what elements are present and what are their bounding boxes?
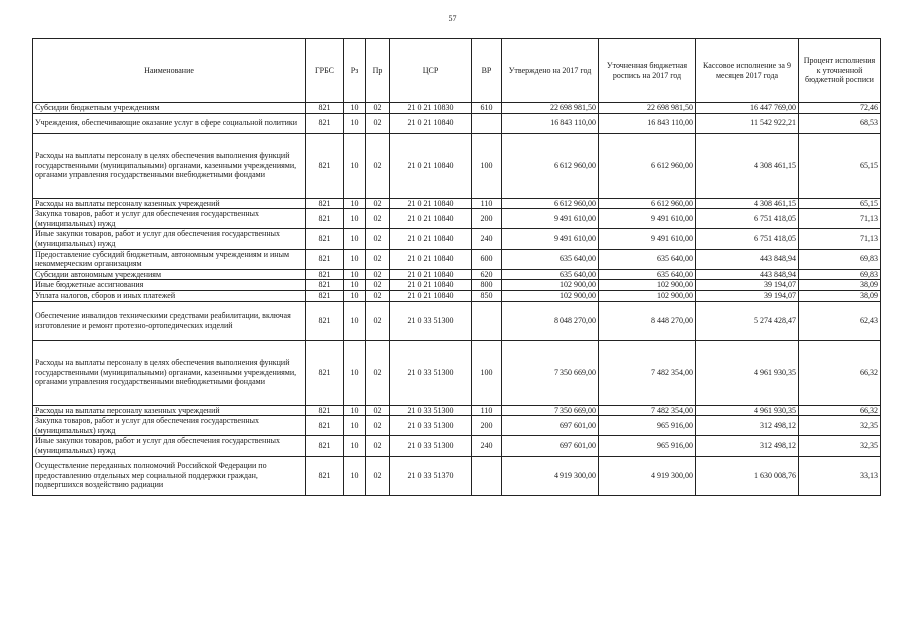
row-rz: 10 [344, 229, 366, 249]
row-grbs: 821 [306, 198, 344, 209]
row-refined: 7 482 354,00 [599, 405, 696, 416]
row-vr: 620 [472, 269, 502, 280]
row-grbs: 821 [306, 416, 344, 436]
row-csr: 21 0 21 10840 [390, 209, 472, 229]
row-name: Расходы на выплаты персоналу казенных учреждений [33, 405, 306, 416]
row-pr: 02 [366, 456, 390, 495]
row-grbs: 821 [306, 456, 344, 495]
row-csr: 21 0 33 51300 [390, 416, 472, 436]
row-vr: 600 [472, 249, 502, 269]
header-approved: Утверждено на 2017 год [502, 39, 599, 103]
row-approved: 16 843 110,00 [502, 113, 599, 133]
row-name: Предоставление субсидий бюджетным, автономным учреждениям и иным некоммерческим организациям [33, 249, 306, 269]
row-vr: 240 [472, 436, 502, 456]
row-pr: 02 [366, 103, 390, 114]
header-grbs: ГРБС [306, 39, 344, 103]
row-rz: 10 [344, 301, 366, 340]
row-vr: 850 [472, 290, 502, 301]
table-row [33, 249, 881, 269]
row-pr: 02 [366, 133, 390, 198]
header-percent: Процент исполнения к уточненной бюджетной росписи [799, 39, 881, 103]
row-percent: 32,35 [799, 436, 881, 456]
row-percent: 38,09 [799, 280, 881, 291]
row-refined: 102 900,00 [599, 280, 696, 291]
row-pr: 02 [366, 301, 390, 340]
row-pr: 02 [366, 198, 390, 209]
row-name: Субсидии автономным учреждениям [33, 269, 306, 280]
row-grbs: 821 [306, 103, 344, 114]
budget-table [32, 38, 881, 496]
table-row [33, 301, 881, 340]
header-name: Наименование [33, 39, 306, 103]
row-vr: 240 [472, 229, 502, 249]
row-pr: 02 [366, 249, 390, 269]
row-vr: 610 [472, 103, 502, 114]
table-row [33, 103, 881, 114]
row-csr: 21 0 33 51300 [390, 340, 472, 405]
row-name: Уплата налогов, сборов и иных платежей [33, 290, 306, 301]
row-csr: 21 0 21 10840 [390, 133, 472, 198]
row-approved: 697 601,00 [502, 436, 599, 456]
row-grbs: 821 [306, 209, 344, 229]
row-rz: 10 [344, 280, 366, 291]
row-name: Субсидии бюджетным учреждениям [33, 103, 306, 114]
row-approved: 9 491 610,00 [502, 209, 599, 229]
row-cash: 1 630 008,76 [696, 456, 799, 495]
row-vr: 110 [472, 198, 502, 209]
row-grbs: 821 [306, 133, 344, 198]
table-row [33, 290, 881, 301]
row-approved: 7 350 669,00 [502, 405, 599, 416]
row-percent: 65,15 [799, 198, 881, 209]
row-csr: 21 0 21 10840 [390, 290, 472, 301]
table-row [33, 436, 881, 456]
table-header-row [33, 39, 881, 103]
row-csr: 21 0 21 10840 [390, 269, 472, 280]
row-cash: 5 274 428,47 [696, 301, 799, 340]
row-pr: 02 [366, 113, 390, 133]
row-approved: 22 698 981,50 [502, 103, 599, 114]
row-percent: 69,83 [799, 269, 881, 280]
row-cash: 11 542 922,21 [696, 113, 799, 133]
row-rz: 10 [344, 416, 366, 436]
row-refined: 635 640,00 [599, 249, 696, 269]
row-csr: 21 0 21 10840 [390, 198, 472, 209]
row-cash: 4 961 930,35 [696, 340, 799, 405]
row-cash: 6 751 418,05 [696, 209, 799, 229]
row-rz: 10 [344, 436, 366, 456]
row-refined: 16 843 110,00 [599, 113, 696, 133]
row-pr: 02 [366, 290, 390, 301]
table-row [33, 456, 881, 495]
header-rz: Рз [344, 39, 366, 103]
row-approved: 4 919 300,00 [502, 456, 599, 495]
row-rz: 10 [344, 198, 366, 209]
row-grbs: 821 [306, 113, 344, 133]
row-name: Расходы на выплаты персоналу казенных учреждений [33, 198, 306, 209]
row-percent: 66,32 [799, 405, 881, 416]
row-cash: 6 751 418,05 [696, 229, 799, 249]
row-approved: 635 640,00 [502, 249, 599, 269]
row-approved: 635 640,00 [502, 269, 599, 280]
header-vr: ВР [472, 39, 502, 103]
row-rz: 10 [344, 456, 366, 495]
table-row [33, 113, 881, 133]
row-cash: 4 308 461,15 [696, 133, 799, 198]
row-name: Закупка товаров, работ и услуг для обеспечения государственных (муниципальных) нужд [33, 416, 306, 436]
row-refined: 6 612 960,00 [599, 133, 696, 198]
row-refined: 8 448 270,00 [599, 301, 696, 340]
table-row [33, 416, 881, 436]
row-name: Расходы на выплаты персоналу в целях обеспечения выполнения функций государственными (муниципальными) органами, казенными учреждениями, органами управления государственными внебюджетными фондами [33, 133, 306, 198]
row-vr [472, 113, 502, 133]
row-percent: 38,09 [799, 290, 881, 301]
row-percent: 71,13 [799, 209, 881, 229]
row-percent: 69,83 [799, 249, 881, 269]
row-approved: 697 601,00 [502, 416, 599, 436]
row-csr: 21 0 33 51300 [390, 301, 472, 340]
row-pr: 02 [366, 209, 390, 229]
row-percent: 33,13 [799, 456, 881, 495]
row-grbs: 821 [306, 340, 344, 405]
row-grbs: 821 [306, 269, 344, 280]
row-refined: 635 640,00 [599, 269, 696, 280]
row-vr: 100 [472, 340, 502, 405]
row-grbs: 821 [306, 280, 344, 291]
row-approved: 6 612 960,00 [502, 198, 599, 209]
row-vr [472, 456, 502, 495]
row-csr: 21 0 21 10840 [390, 113, 472, 133]
row-csr: 21 0 21 10830 [390, 103, 472, 114]
row-vr [472, 301, 502, 340]
header-cash: Кассовое исполнение за 9 месяцев 2017 года [696, 39, 799, 103]
row-name: Иные бюджетные ассигнования [33, 280, 306, 291]
header-csr: ЦСР [390, 39, 472, 103]
row-cash: 39 194,07 [696, 280, 799, 291]
row-csr: 21 0 33 51300 [390, 436, 472, 456]
table-row [33, 269, 881, 280]
row-percent: 72,46 [799, 103, 881, 114]
row-grbs: 821 [306, 436, 344, 456]
row-csr: 21 0 21 10840 [390, 280, 472, 291]
row-cash: 16 447 769,00 [696, 103, 799, 114]
row-grbs: 821 [306, 290, 344, 301]
row-approved: 6 612 960,00 [502, 133, 599, 198]
row-grbs: 821 [306, 405, 344, 416]
row-pr: 02 [366, 405, 390, 416]
row-rz: 10 [344, 405, 366, 416]
row-vr: 200 [472, 209, 502, 229]
row-refined: 9 491 610,00 [599, 209, 696, 229]
row-grbs: 821 [306, 249, 344, 269]
row-cash: 443 848,94 [696, 249, 799, 269]
row-vr: 800 [472, 280, 502, 291]
row-percent: 68,53 [799, 113, 881, 133]
row-refined: 965 916,00 [599, 416, 696, 436]
row-rz: 10 [344, 249, 366, 269]
row-refined: 6 612 960,00 [599, 198, 696, 209]
row-percent: 62,43 [799, 301, 881, 340]
table-row [33, 229, 881, 249]
row-percent: 32,35 [799, 416, 881, 436]
table-row [33, 209, 881, 229]
header-pr: Пр [366, 39, 390, 103]
row-rz: 10 [344, 113, 366, 133]
row-pr: 02 [366, 280, 390, 291]
row-vr: 110 [472, 405, 502, 416]
row-refined: 9 491 610,00 [599, 229, 696, 249]
row-cash: 443 848,94 [696, 269, 799, 280]
row-rz: 10 [344, 209, 366, 229]
row-rz: 10 [344, 133, 366, 198]
row-refined: 4 919 300,00 [599, 456, 696, 495]
row-percent: 71,13 [799, 229, 881, 249]
row-cash: 4 308 461,15 [696, 198, 799, 209]
row-grbs: 821 [306, 301, 344, 340]
table-row [33, 340, 881, 405]
row-vr: 200 [472, 416, 502, 436]
row-pr: 02 [366, 229, 390, 249]
row-cash: 39 194,07 [696, 290, 799, 301]
table-row [33, 280, 881, 291]
row-approved: 7 350 669,00 [502, 340, 599, 405]
row-pr: 02 [366, 416, 390, 436]
table-row [33, 133, 881, 198]
row-csr: 21 0 33 51300 [390, 405, 472, 416]
row-approved: 8 048 270,00 [502, 301, 599, 340]
row-pr: 02 [366, 269, 390, 280]
table-row [33, 405, 881, 416]
row-name: Учреждения, обеспечивающие оказание услуг в сфере социальной политики [33, 113, 306, 133]
header-refined: Уточненная бюджетная роспись на 2017 год [599, 39, 696, 103]
page-number: 57 [448, 14, 457, 23]
row-percent: 65,15 [799, 133, 881, 198]
row-approved: 102 900,00 [502, 280, 599, 291]
table-row [33, 198, 881, 209]
row-pr: 02 [366, 340, 390, 405]
row-approved: 102 900,00 [502, 290, 599, 301]
row-rz: 10 [344, 103, 366, 114]
row-percent: 66,32 [799, 340, 881, 405]
row-cash: 4 961 930,35 [696, 405, 799, 416]
row-name: Обеспечение инвалидов техническими средствами реабилитации, включая изготовление и ремонт протезно-ортопедических изделий [33, 301, 306, 340]
row-name: Иные закупки товаров, работ и услуг для обеспечения государственных (муниципальных) нужд [33, 436, 306, 456]
row-rz: 10 [344, 340, 366, 405]
row-cash: 312 498,12 [696, 416, 799, 436]
row-csr: 21 0 21 10840 [390, 229, 472, 249]
row-cash: 312 498,12 [696, 436, 799, 456]
row-rz: 10 [344, 290, 366, 301]
row-name: Закупка товаров, работ и услуг для обеспечения государственных (муниципальных) нужд [33, 209, 306, 229]
row-name: Осуществление переданных полномочий Российской Федерации по предоставлению отдельных мер социальной поддержки граждан, подвергшихся воздействию радиации [33, 456, 306, 495]
row-csr: 21 0 33 51370 [390, 456, 472, 495]
row-refined: 22 698 981,50 [599, 103, 696, 114]
row-grbs: 821 [306, 229, 344, 249]
row-name: Расходы на выплаты персоналу в целях обеспечения выполнения функций государственными (муниципальными) органами, казенными учреждениями, органами управления государственными внебюджетными фондами [33, 340, 306, 405]
row-vr: 100 [472, 133, 502, 198]
row-refined: 102 900,00 [599, 290, 696, 301]
row-refined: 965 916,00 [599, 436, 696, 456]
row-rz: 10 [344, 269, 366, 280]
table-body [33, 103, 881, 496]
row-name: Иные закупки товаров, работ и услуг для обеспечения государственных (муниципальных) нужд [33, 229, 306, 249]
row-approved: 9 491 610,00 [502, 229, 599, 249]
row-csr: 21 0 21 10840 [390, 249, 472, 269]
row-pr: 02 [366, 436, 390, 456]
row-refined: 7 482 354,00 [599, 340, 696, 405]
